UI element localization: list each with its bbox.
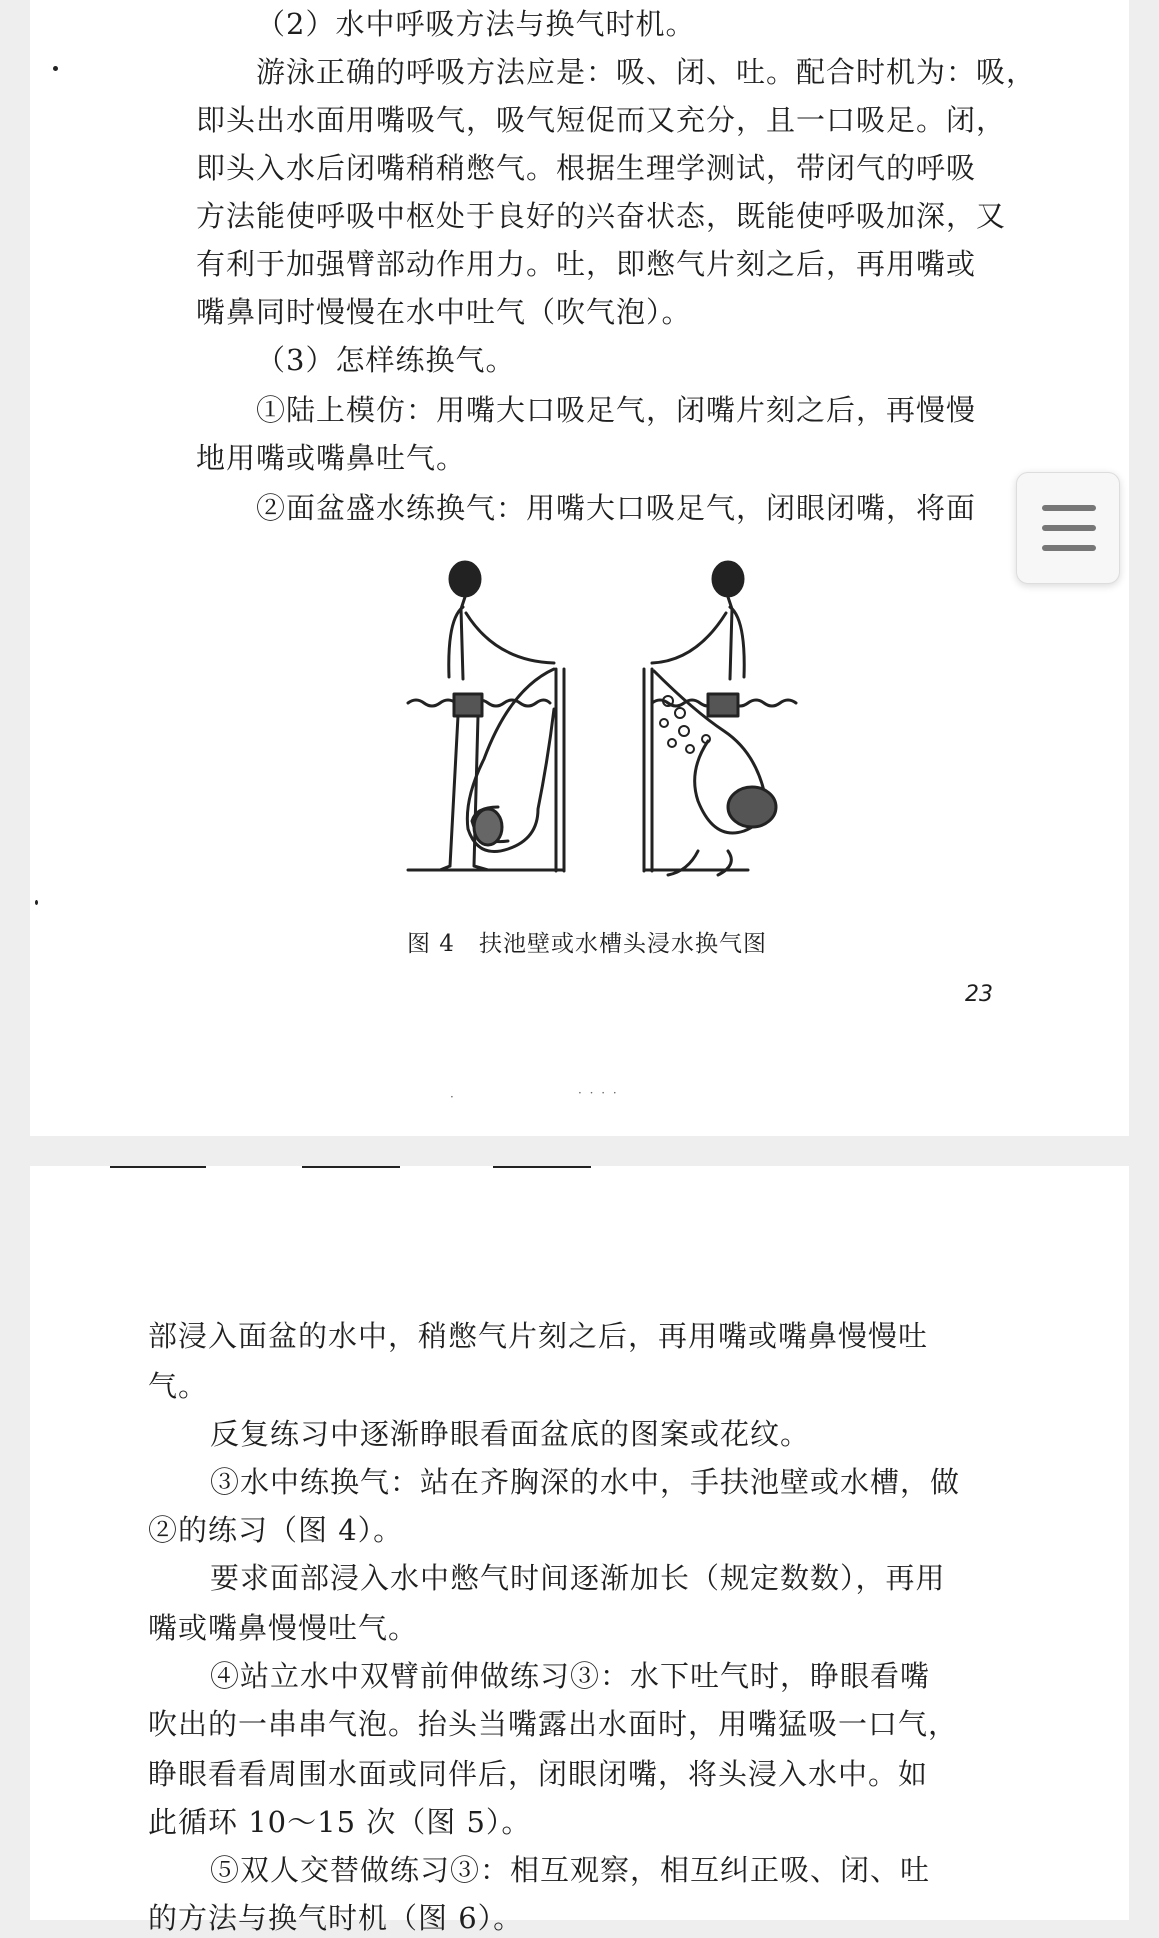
text-line: 部浸入面盆的水中，稍憋气片刻之后，再用嘴或嘴鼻慢慢吐 bbox=[148, 1319, 929, 1353]
text-line: 地用嘴或嘴鼻吐气。 bbox=[196, 441, 467, 475]
text-line: ⑤双人交替做练习③：相互观察，相互纠正吸、闭、吐 bbox=[210, 1853, 931, 1887]
footnote-rule bbox=[302, 1166, 400, 1168]
page-number: 23 bbox=[965, 982, 993, 1007]
text-line: 的方法与换气时机（图 6）。 bbox=[148, 1901, 524, 1935]
text-line: （2）水中呼吸方法与换气时机。 bbox=[256, 7, 696, 41]
scan-speck: · · · · bbox=[578, 1086, 619, 1100]
text-line: ②面盆盛水练换气：用嘴大口吸足气，闭眼闭嘴，将面 bbox=[256, 491, 977, 525]
document-page-2 bbox=[30, 1166, 1129, 1935]
text-line: 方法能使呼吸中枢处于良好的兴奋状态，既能使呼吸加深，又 bbox=[196, 199, 1007, 233]
text-line: ②的练习（图 4）。 bbox=[148, 1513, 404, 1547]
text-line: 嘴或嘴鼻慢慢吐气。 bbox=[148, 1611, 419, 1645]
text-line: ④站立水中双臂前伸做练习③：水下吐气时，睁眼看嘴 bbox=[210, 1659, 931, 1693]
footnote-rule bbox=[110, 1166, 206, 1168]
text-line: 要求面部浸入水中憋气时间逐渐加长（规定数数），再用 bbox=[210, 1561, 946, 1595]
figure-caption: 图 4 扶池壁或水槽头浸水换气图 bbox=[407, 931, 767, 957]
figure-4-illustration bbox=[368, 551, 848, 881]
text-line: ③水中练换气：站在齐胸深的水中，手扶池壁或水槽，做 bbox=[210, 1465, 961, 1499]
scan-speck bbox=[53, 66, 58, 71]
text-line: 有利于加强臂部动作用力。吐，即憋气片刻之后，再用嘴或 bbox=[196, 247, 977, 281]
text-line: 即头出水面用嘴吸气，吸气短促而又充分，且一口吸足。闭， bbox=[196, 103, 1007, 137]
text-line: 游泳正确的呼吸方法应是：吸、闭、吐。配合时机为：吸， bbox=[256, 55, 1037, 89]
text-line: 嘴鼻同时慢慢在水中吐气（吹气泡）。 bbox=[196, 295, 692, 329]
scan-speck bbox=[35, 900, 38, 905]
text-line: （3）怎样练换气。 bbox=[256, 343, 516, 377]
text-line: 反复练习中逐渐睁眼看面盆底的图案或花纹。 bbox=[210, 1417, 811, 1451]
scan-speck: · bbox=[450, 1090, 456, 1104]
text-line: 吹出的一串串气泡。抬头当嘴露出水面时，用嘴猛吸一口气， bbox=[148, 1707, 959, 1741]
standing-swimmer-right bbox=[652, 562, 744, 716]
menu-button[interactable] bbox=[1016, 472, 1120, 584]
text-line: 气。 bbox=[148, 1369, 209, 1403]
text-line: ①陆上模仿：用嘴大口吸足气，闭嘴片刻之后，再慢慢 bbox=[256, 393, 977, 427]
footnote-rule bbox=[493, 1166, 591, 1168]
text-line: 即头入水后闭嘴稍稍憋气。根据生理学测试，带闭气的呼吸 bbox=[196, 151, 977, 185]
text-line: 此循环 10～15 次（图 5）。 bbox=[148, 1805, 532, 1839]
text-line: 睁眼看看周围水面或同伴后，闭眼闭嘴，将头浸入水中。如 bbox=[148, 1757, 929, 1791]
